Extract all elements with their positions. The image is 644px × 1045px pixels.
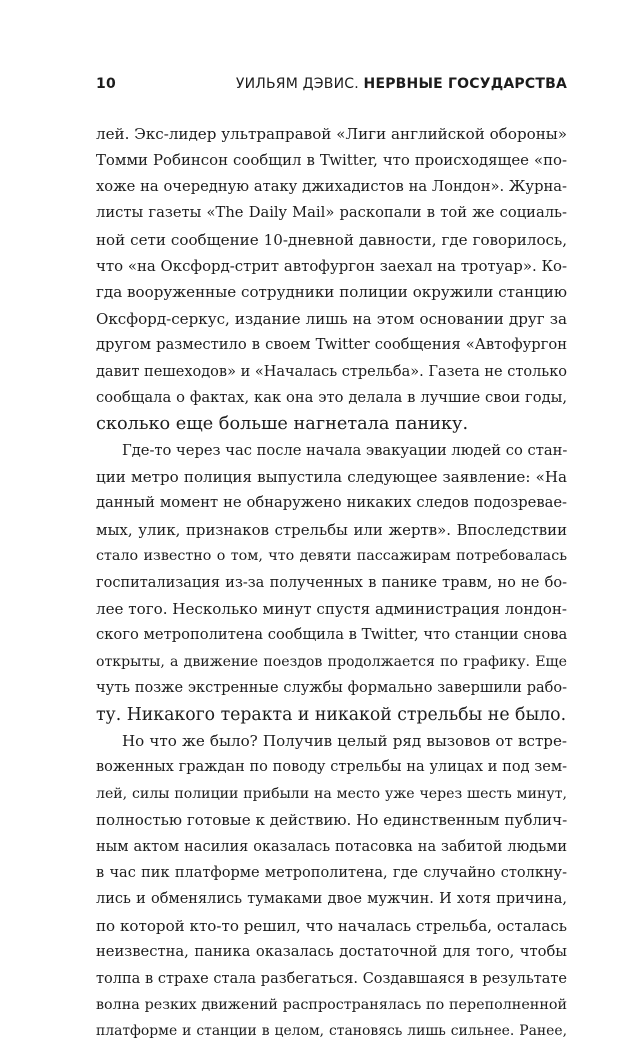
- text-line: неизвестна, паника оказалась достаточной для того, чтобы: [96, 943, 567, 961]
- text-line: воженных граждан по поводу стрельбы на улицах и под зем-: [96, 759, 567, 776]
- text-line: другом разместило в своем Twitter сообщения «Автофургон: [96, 336, 567, 354]
- text-line: стало известно о том, что девяти пассажирам потребовалась: [96, 548, 567, 565]
- running-head-title: НЕРВНЫЕ ГОСУДАРСТВА: [363, 76, 567, 92]
- body-text: [96, 121, 567, 1045]
- text-line: давит пешеходов» и «Началась стрельба». Газета не столько: [96, 363, 567, 380]
- text-line: Но что же было? Получив целый ряд вызовов от встре-: [122, 731, 567, 750]
- running-head: [236, 76, 567, 92]
- text-line: Где-то через час после начала эвакуации людей со стан-: [122, 441, 567, 459]
- text-line: ту. Никакого теракта и никакой стрельбы не было.: [96, 704, 567, 725]
- text-line: лей. Экс-лидер ультраправой «Лиги английской обороны»: [96, 125, 567, 143]
- page-number: 10: [96, 76, 116, 92]
- text-line: платформе и станции в целом, становясь лишь сильнее. Ранее,: [96, 1023, 567, 1040]
- text-line: чуть позже экстренные службы формально завершили рабо-: [96, 680, 567, 697]
- text-line: полностью готовые к действию. Но единственным публич-: [96, 811, 567, 830]
- text-line: ной сети сообщение 10-дневной давности, где говорилось,: [96, 230, 567, 249]
- text-line: гда вооруженные сотрудники полиции окружили станцию: [96, 283, 567, 302]
- text-line: ского метрополитена сообщила в Twitter, что станции снова: [96, 626, 567, 644]
- text-line: сколько еще больше нагнетала панику.: [96, 414, 469, 435]
- text-line: сообщала о фактах, как она это делала в лучшие свои годы,: [96, 388, 567, 406]
- text-line: мых, улик, признаков стрельбы или жертв». Впоследствии: [96, 520, 567, 539]
- text-line: открыты, а движение поездов продолжается по графику. Еще: [96, 653, 567, 670]
- running-head-author: УИЛЬЯМ ДЭВИС.: [235, 76, 359, 92]
- text-line: лись и обменялись тумаками двое мужчин. И хотя причина,: [96, 891, 567, 908]
- text-line: Оксфорд-серкус, издание лишь на этом основании друг за: [96, 309, 567, 328]
- text-line: ции метро полиция выпустила следующее заявление: «На: [96, 468, 567, 487]
- text-line: волна резких движений распространялась по переполненной: [96, 996, 567, 1013]
- text-line: госпитализация из-за полученных в панике травм, но не бо-: [96, 574, 567, 591]
- text-line: Томми Робинсон сообщил в Twitter, что происходящее «по-: [96, 151, 567, 170]
- text-line: листы газеты «The Daily Mail» раскопали в той же социаль-: [96, 204, 567, 222]
- page-header: [96, 76, 567, 100]
- text-line: лее того. Несколько минут спустя администрация лондон-: [96, 600, 567, 619]
- text-line: в час пик платформе метрополитена, где случайно столкну-: [96, 864, 567, 881]
- text-line: что «на Оксфорд-стрит автофургон заехал на тротуар». Ко-: [96, 256, 567, 275]
- text-line: лей, силы полиции прибыли на место уже через шесть минут,: [96, 785, 567, 802]
- text-line: толпа в страхе стала разбегаться. Создавшаяся в результате: [96, 970, 567, 987]
- text-line: хоже на очередную атаку джихадистов на Лондон». Журна-: [96, 177, 567, 195]
- text-line: данный момент не обнаружено никаких следов подозревае-: [96, 494, 567, 512]
- text-line: по которой кто-то решил, что началась стрельба, осталась: [96, 916, 567, 935]
- text-line: ным актом насилия оказалась потасовка на забитой людьми: [96, 838, 567, 855]
